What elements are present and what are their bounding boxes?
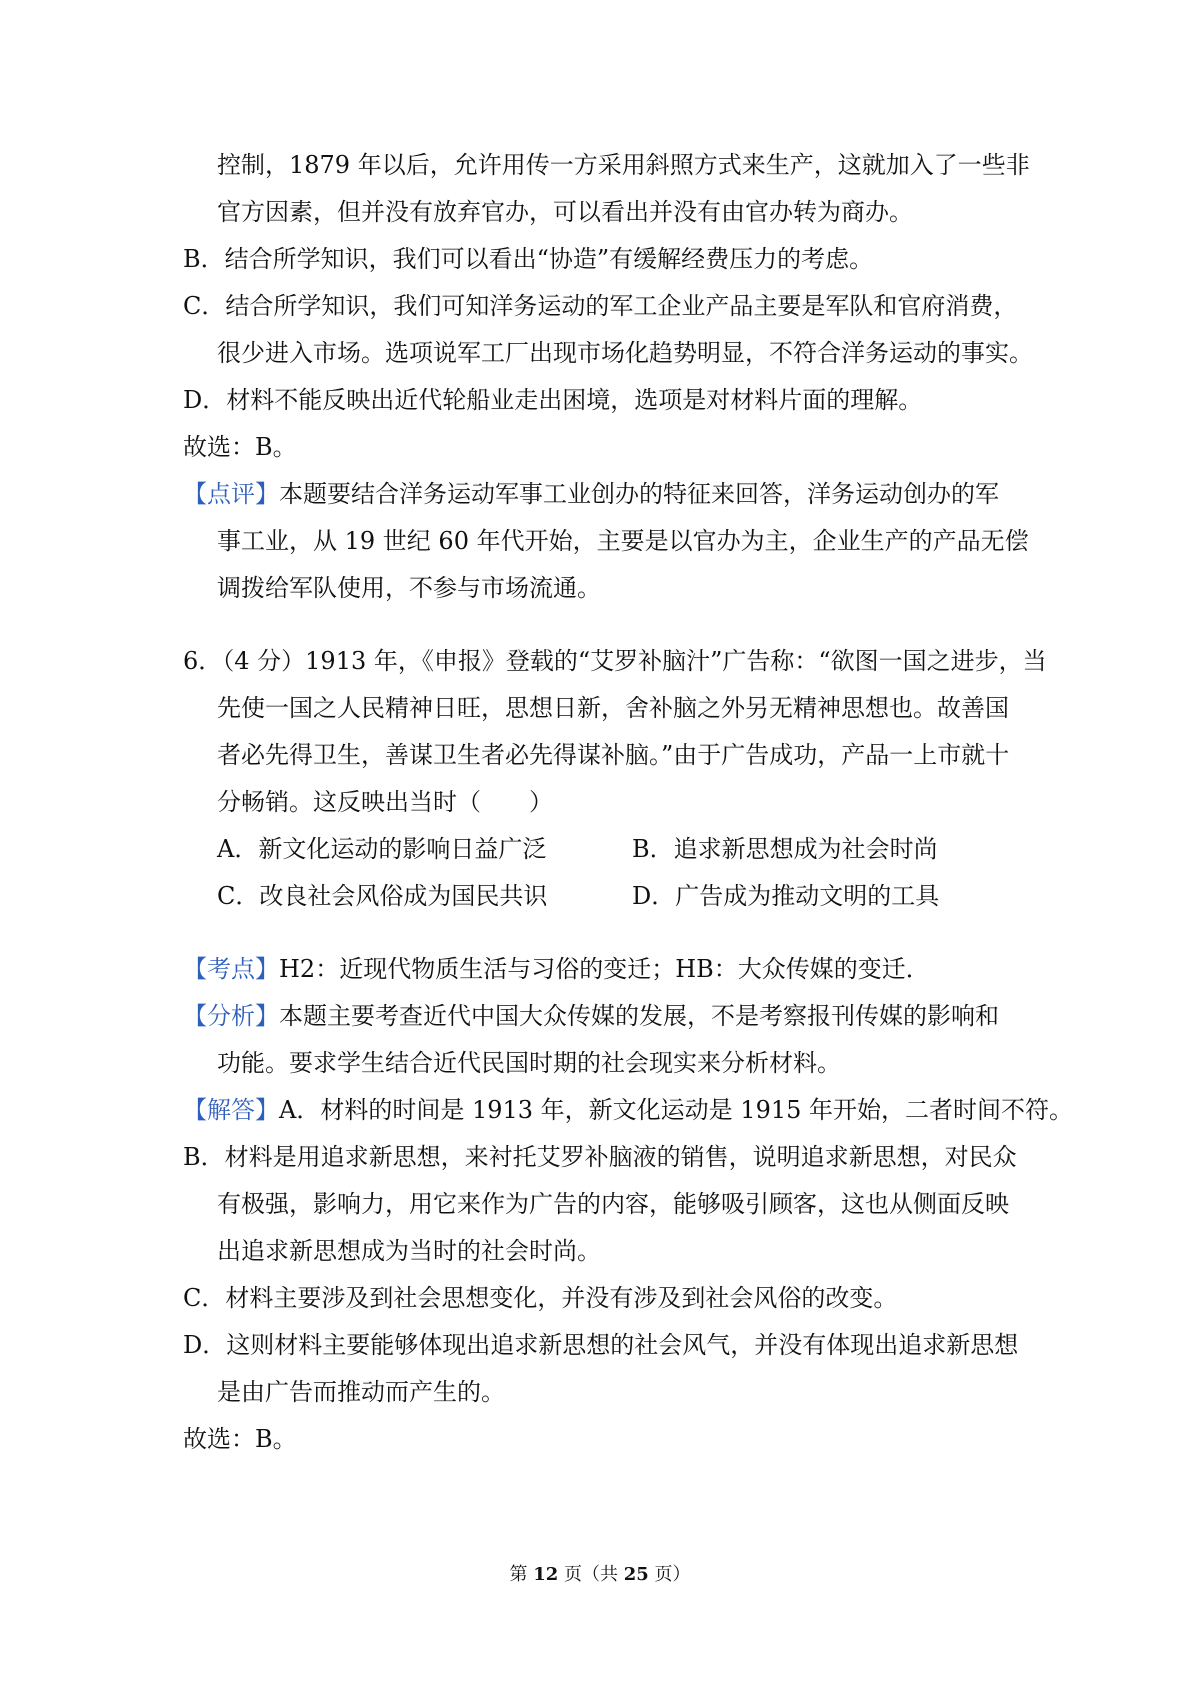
answer-option-b-line-2: 有极强，影响力，用它来作为广告的内容，能够吸引顾客，这也从侧面反映 — [217, 1190, 1009, 1218]
prev-choice: 故选：B。 — [183, 433, 297, 461]
kaodian-line — [183, 952, 1043, 999]
comment-line-1 — [183, 477, 1043, 524]
footer-prefix: 第 — [509, 1564, 528, 1585]
prev-option-c-line-2: 很少进入市场。选项说军工厂出现市场化趋势明显，不符合洋务运动的事实。 — [217, 339, 1033, 367]
section-gap-2 — [183, 926, 1043, 952]
fenxi-line-1 — [183, 999, 1043, 1046]
question6-options-row-2 — [183, 879, 1043, 926]
question6-option-c: C．改良社会风俗成为国民共识 — [217, 882, 548, 910]
section-gap — [183, 618, 1043, 644]
answer-option-b-line-3: 出追求新思想成为当时的社会时尚。 — [217, 1237, 601, 1265]
footer-mid: 页（共 — [564, 1564, 618, 1585]
prev-option-c-line-1: C．结合所学知识，我们可知洋务运动的军工企业产品主要是军队和官府消费， — [183, 292, 1018, 320]
question6-stem-line-4: 分畅销。这反映出当时（ ） — [217, 788, 553, 816]
question6-option-d: D．广告成为推动文明的工具 — [632, 882, 940, 910]
answer-option-d-line-2: 是由广告而推动而产生的。 — [217, 1378, 505, 1406]
jieda-tag: 【解答】 — [183, 1096, 279, 1124]
answer-option-d-line-1: D．这则材料主要能够体现出追求新思想的社会风气，并没有体现出追求新思想 — [183, 1331, 1019, 1359]
question6-option-b: B．追求新思想成为社会时尚 — [632, 835, 938, 863]
fenxi-text-1: 本题主要考查近代中国大众传媒的发展，不是考察报刊传媒的影响和 — [279, 1002, 999, 1030]
prev-option-d: D．材料不能反映出近代轮船业走出困境，选项是对材料片面的理解。 — [183, 386, 923, 414]
prev-option-b: B．结合所学知识，我们可以看出“协造”有缓解经费压力的考虑。 — [183, 245, 874, 273]
footer-total-pages: 25 — [623, 1564, 649, 1585]
prev-answer-line-1: 控制，1879 年以后，允许用传一方采用斜照方式来生产，这就加入了一些非 — [217, 151, 1030, 179]
jieda-text: A．材料的时间是 1913 年，新文化运动是 1915 年开始，二者时间不符。 — [279, 1096, 1074, 1124]
comment-line-2: 事工业，从 19 世纪 60 年代开始，主要是以官办为主，企业生产的产品无偿 — [217, 527, 1029, 555]
fenxi-line-2: 功能。要求学生结合近代民国时期的社会现实来分析材料。 — [217, 1049, 841, 1077]
prev-answer-line-2: 官方因素，但并没有放弃官办，可以看出并没有由官办转为商办。 — [217, 198, 913, 226]
comment-text-1: 本题要结合洋务运动军事工业创办的特征来回答，洋务运动创办的军 — [279, 480, 999, 508]
question6-stem-line-2: 先使一国之人民精神日旺，思想日新，舍补脑之外另无精神思想也。故善国 — [217, 694, 1009, 722]
page-footer — [0, 1563, 1200, 1587]
footer-page-number: 12 — [533, 1564, 559, 1585]
question6-options-row-1 — [183, 832, 1043, 879]
kaodian-text: H2：近现代物质生活与习俗的变迁；HB：大众传媒的变迁． — [279, 955, 930, 983]
answer-option-c: C．材料主要涉及到社会思想变化，并没有涉及到社会风俗的改变。 — [183, 1284, 898, 1312]
jieda-line — [183, 1093, 1074, 1140]
kaodian-tag: 【考点】 — [183, 955, 279, 983]
comment-tag: 【点评】 — [183, 480, 279, 508]
answer-choice: 故选：B。 — [183, 1425, 297, 1453]
page-content — [183, 148, 1074, 1469]
fenxi-tag: 【分析】 — [183, 1002, 279, 1030]
question6-option-a: A．新文化运动的影响日益广泛 — [217, 835, 547, 863]
answer-option-b-line-1: B．材料是用追求新思想，来衬托艾罗补脑液的销售，说明追求新思想，对民众 — [183, 1143, 1017, 1171]
footer-suffix: 页） — [654, 1564, 691, 1585]
question6-stem-line-3: 者必先得卫生，善谋卫生者必先得谋补脑。”由于广告成功，产品一上市就十 — [217, 741, 1010, 769]
question6-stem-line-1: 6．（4 分）1913 年，《申报》登载的“艾罗补脑汁”广告称：“欲图一国之进步，当 — [183, 647, 1047, 675]
comment-line-3: 调拨给军队使用，不参与市场流通。 — [217, 574, 601, 602]
